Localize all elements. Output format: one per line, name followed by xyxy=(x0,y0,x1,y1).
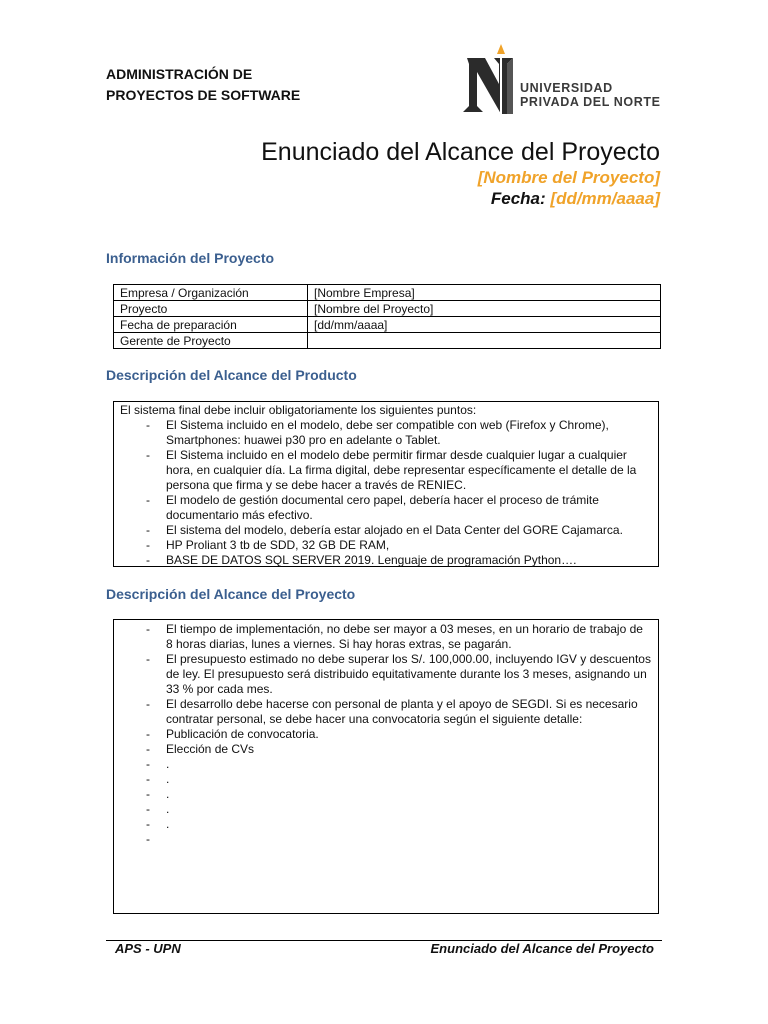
upn-n-logo-icon xyxy=(463,42,517,116)
list-item-text: El Sistema incluido en el modelo debe permitir firmar desde cualquier lugar a cualquier hora, en cualquier día. La firma digital, debe representar específicamente el detalle de la persona que firma y se debe hacer a través de RENIEC. xyxy=(166,448,637,492)
product-scope-heading: Descripción del Alcance del Producto xyxy=(106,367,357,383)
product-scope-box xyxy=(113,401,659,567)
university-name xyxy=(520,81,661,109)
date-value: [dd/mm/aaaa] xyxy=(550,189,660,208)
table-row xyxy=(114,317,661,333)
list-item: - El desarrollo debe hacerse con personal de planta y el apoyo de SEGDI. Si es necesario contratar personal, se debe hacer una convocatoria según el siguiente detalle: xyxy=(146,697,638,726)
list-item: - El Sistema incluido en el modelo debe permitir firmar desde cualquier lugar a cualquier hora, en cualquier día. La firma digital, debe representar específicamente el detalle de la persona que firma y se debe hacer a través de RENIEC. xyxy=(146,448,637,492)
list-item-text: Publicación de convocatoria. xyxy=(166,727,319,741)
list-item: - El presupuesto estimado no debe superar los S/. 100,000.00, incluyendo IGV y descuentos de ley. El presupuesto será distribuido equitativamente durante los 3 meses, asignando un 33 % por cada mes. xyxy=(146,652,651,696)
list-item-text: El sistema del modelo, debería estar alojado en el Data Center del GORE Cajamarca. xyxy=(166,523,623,537)
list-item-text: El desarrollo debe hacerse con personal de planta y el apoyo de SEGDI. Si es necesario contratar personal, se debe hacer una convocatoria según el siguiente detalle: xyxy=(166,697,638,726)
list-item: - HP Proliant 3 tb de SDD, 32 GB DE RAM, xyxy=(146,538,390,552)
project-name-placeholder: [Nombre del Proyecto] xyxy=(477,168,660,187)
footer-right-text: Enunciado del Alcance del Proyecto xyxy=(430,941,654,956)
list-item: - . xyxy=(146,802,170,816)
list-item-text: BASE DE DATOS SQL SERVER 2019. Lenguaje de programación Python…. xyxy=(166,553,577,567)
product-scope-list xyxy=(114,418,658,568)
table-value-cell: [Nombre del Proyecto] xyxy=(308,301,661,317)
list-item-text: . xyxy=(166,817,170,831)
list-item: - BASE DE DATOS SQL SERVER 2019. Lenguaje de programación Python…. xyxy=(146,553,577,567)
list-item-text: El modelo de gestión documental cero papel, debería hacer el proceso de trámite documentario más efectivo. xyxy=(166,493,599,522)
table-row xyxy=(114,285,661,301)
course-title-line-2: PROYECTOS DE SOFTWARE xyxy=(106,87,301,103)
list-item: - El sistema del modelo, debería estar alojado en el Data Center del GORE Cajamarca. xyxy=(146,523,623,537)
table-label-cell: Gerente de Proyecto xyxy=(114,333,308,349)
list-item: - El Sistema incluido en el modelo, debe ser compatible con web (Firefox y Chrome), Smartphones: huawei p30 pro en adelante o Tablet. xyxy=(146,418,609,447)
list-item-text: Elección de CVs xyxy=(166,742,255,756)
list-item: - . xyxy=(146,772,170,786)
product-scope-intro: El sistema final debe incluir obligatoriamente los siguientes puntos: xyxy=(120,403,477,417)
university-name-line-2: PRIVADA DEL NORTE xyxy=(520,95,661,109)
list-item-text: El tiempo de implementación, no debe ser mayor a 03 meses, en un horario de trabajo de 8 horas diarias, lunes a viernes. Si hay horas extras, se pagarán. xyxy=(166,622,643,651)
list-item: - El modelo de gestión documental cero papel, debería hacer el proceso de trámite documentario más efectivo. xyxy=(146,493,599,522)
table-value-cell: [Nombre Empresa] xyxy=(308,285,661,301)
list-item-text: El presupuesto estimado no debe superar los S/. 100,000.00, incluyendo IGV y descuentos de ley. El presupuesto será distribuido equitativamente durante los 3 meses, asignando un 33 % por cada mes. xyxy=(166,652,651,696)
date-label: Fecha: xyxy=(490,189,546,208)
table-label-cell: Empresa / Organización xyxy=(114,285,308,301)
project-scope-list: - El tiempo de implementación, no debe ser mayor a 03 meses, en un horario de trabajo de 8 horas diarias, lunes a viernes. Si hay horas extras, se pagarán. - El presupuesto estimado no debe superar los S/. 100,000.00, incluyendo IGV y descuentos de ley. El presupuesto será distribuido equitativamente durante los 3 meses, asignando un 33 % por cada mes. - El desarrollo debe hacerse con personal de planta y el apoyo de SEGDI. Si es necesario contratar personal, se debe hacer una convocatoria según el siguiente detalle: - Publicación de convocatoria. - Elección de CVs - . - . - . - . - . - xyxy=(114,622,658,832)
table-row xyxy=(114,333,661,349)
list-item-text: . xyxy=(166,757,170,771)
list-item-text: HP Proliant 3 tb de SDD, 32 GB DE RAM, xyxy=(166,538,390,552)
list-item-text: . xyxy=(166,802,170,816)
table-row xyxy=(114,301,661,317)
list-item: - El tiempo de implementación, no debe ser mayor a 03 meses, en un horario de trabajo de 8 horas diarias, lunes a viernes. Si hay horas extras, se pagarán. xyxy=(146,622,643,651)
list-item: - Elección de CVs xyxy=(146,742,255,756)
project-scope-box xyxy=(113,619,659,914)
list-item-text: . xyxy=(166,787,170,801)
footer-left-text: APS - UPN xyxy=(115,941,181,956)
project-scope-heading: Descripción del Alcance del Proyecto xyxy=(106,586,356,602)
list-item: - Publicación de convocatoria. xyxy=(146,727,319,741)
table-label-cell: Proyecto xyxy=(114,301,308,317)
list-item: - . xyxy=(146,787,170,801)
list-item-text: El Sistema incluido en el modelo, debe ser compatible con web (Firefox y Chrome), Smartphones: huawei p30 pro en adelante o Tablet. xyxy=(166,418,609,447)
university-logo xyxy=(463,38,669,118)
document-title: Enunciado del Alcance del Proyecto xyxy=(261,138,660,166)
table-label-cell: Fecha de preparación xyxy=(114,317,308,333)
list-item: - . xyxy=(146,817,170,831)
course-title xyxy=(106,64,300,106)
date-line xyxy=(491,189,660,209)
list-item: - . xyxy=(146,757,170,771)
list-item-text: . xyxy=(166,772,170,786)
course-title-line-1: ADMINISTRACIÓN DE xyxy=(106,66,253,82)
table-value-cell: [dd/mm/aaaa] xyxy=(308,317,661,333)
project-info-heading: Información del Proyecto xyxy=(106,250,275,266)
university-name-line-1: UNIVERSIDAD xyxy=(520,81,613,95)
project-info-table xyxy=(113,284,661,349)
table-value-cell xyxy=(308,333,661,349)
